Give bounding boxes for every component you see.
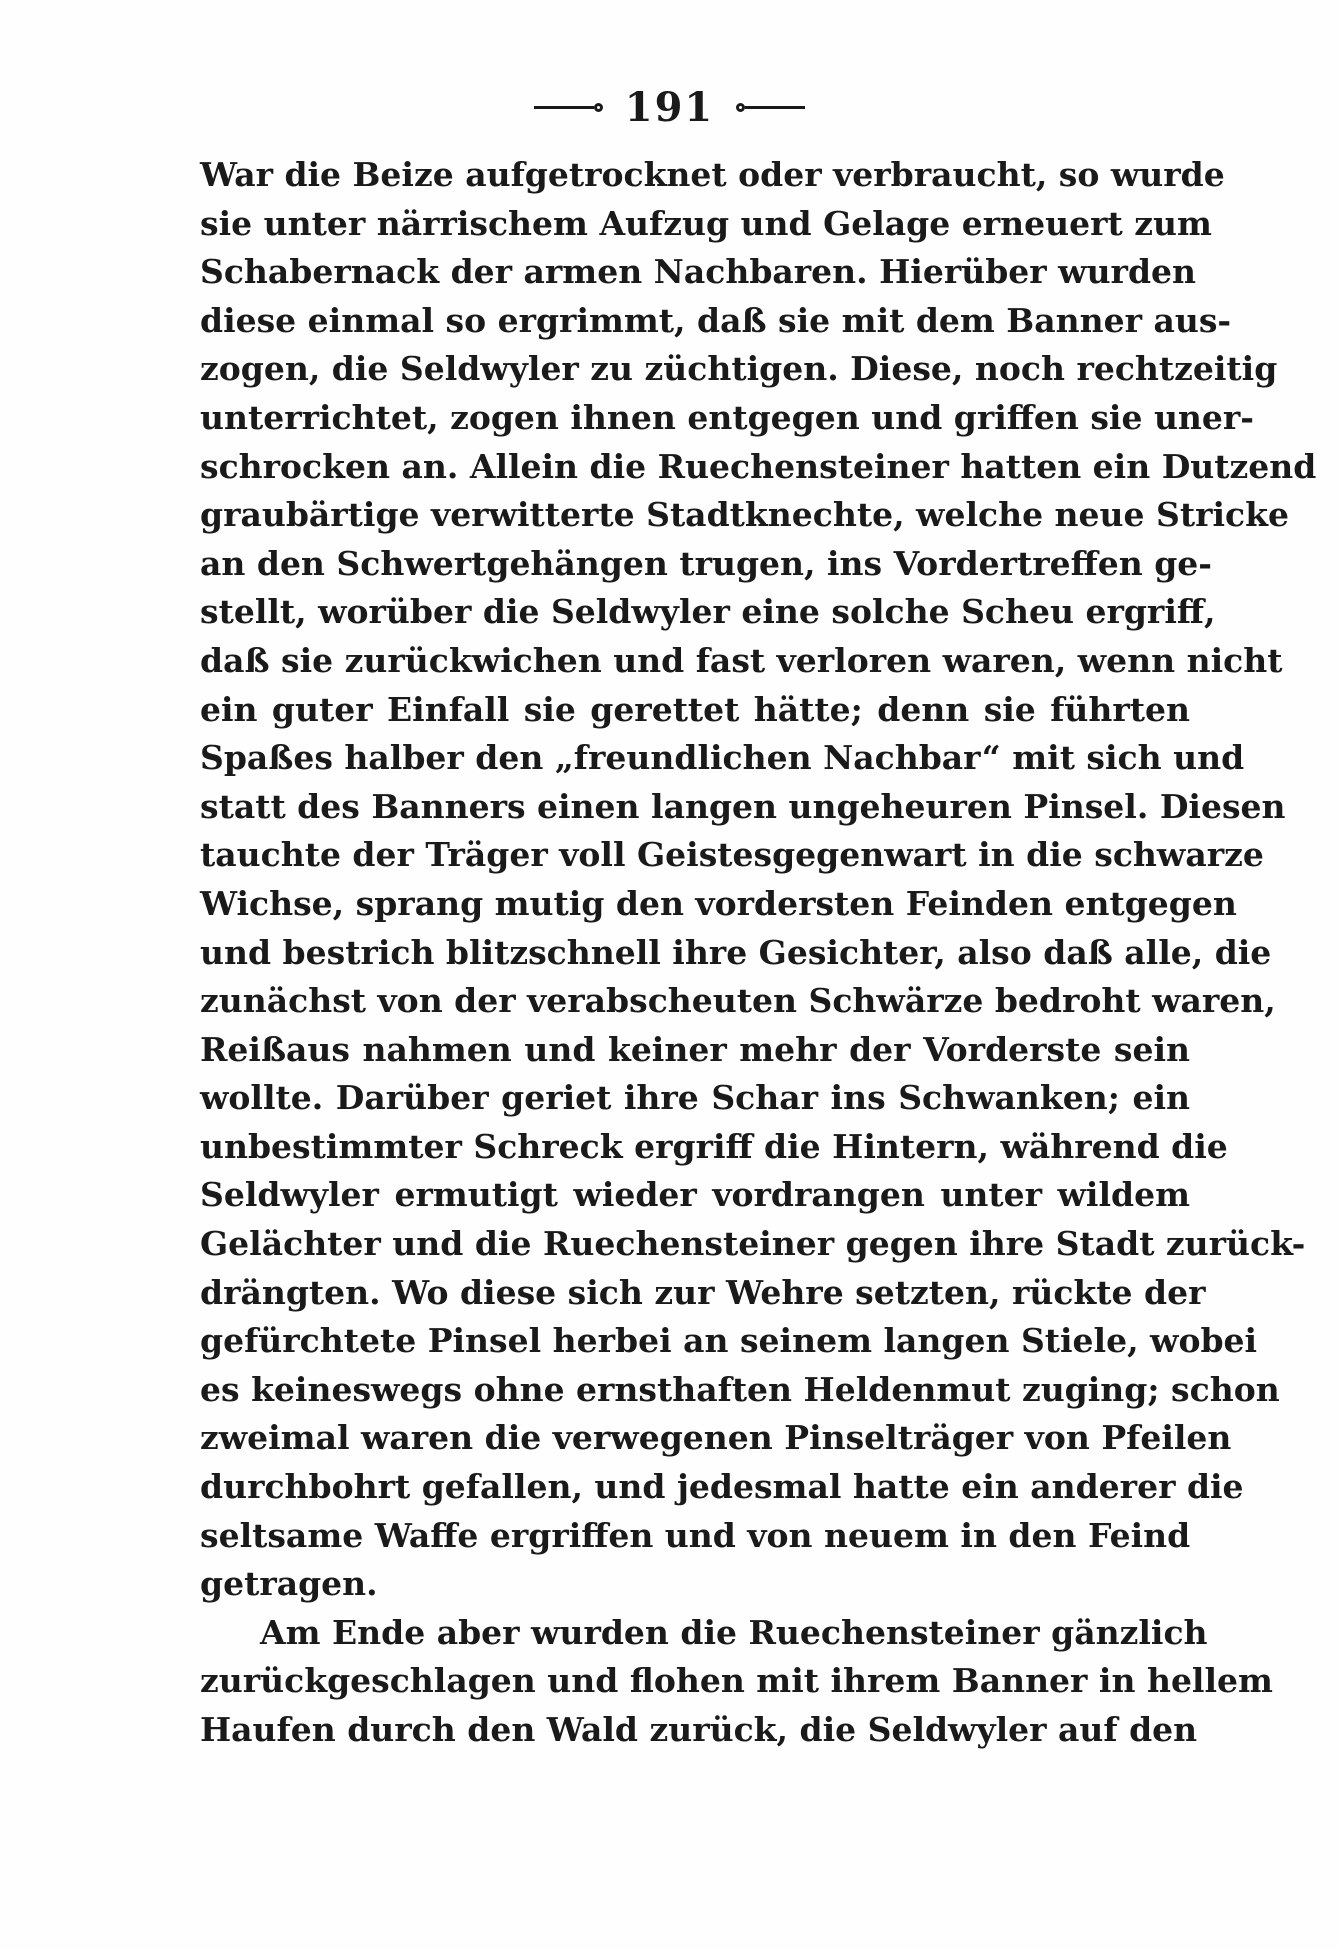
text-line: durchbohrt gefallen, und jedesmal hatte ein anderer die [200,1467,1244,1507]
text-line: Seldwyler ermutigt wieder vordrangen unter wildem [200,1175,1190,1215]
text-line: an den Schwertgehängen trugen, ins Vordertreffen ge- [200,543,1212,583]
text-line: es keineswegs ohne ernsthaften Heldenmut zuging; schon [200,1369,1280,1409]
text-line: Wichse, sprang mutig den vordersten Feinden entgegen [200,883,1237,923]
text-line: Reißaus nahmen und keiner mehr der Vorderste sein [200,1029,1190,1069]
text-line: wollte. Darüber geriet ihre Schar ins Schwanken; ein [200,1078,1190,1118]
text-line: ein guter Einfall sie gerettet hätte; denn sie führten [200,689,1190,729]
text-line: unterrichtet, zogen ihnen entgegen und griffen sie uner- [200,397,1255,437]
text-line: zogen, die Seldwyler zu züchtigen. Diese, noch rechtzeitig [200,349,1278,389]
text-line: Gelächter und die Ruechensteiner gegen ihre Stadt zurück- [200,1224,1306,1264]
text-line: graubärtige verwitterte Stadtknechte, welche neue Stricke [200,495,1289,535]
text-line: stellt, worüber die Seldwyler eine solche Scheu ergriff, [200,592,1216,632]
text-line: und bestrich blitzschnell ihre Gesichter, also daß alle, die [200,932,1272,972]
text-line: zurückgeschlagen und flohen mit ihrem Banner in hellem [200,1661,1273,1701]
text-line: Schabernack der armen Nachbaren. Hierüber wurden [200,252,1197,292]
page-number: 191 [624,84,715,131]
text-line: statt des Banners einen langen ungeheuren Pinsel. Diesen [200,786,1286,826]
text-line: daß sie zurückwichen und fast verloren waren, wenn nicht [200,640,1283,680]
text-line: gefürchtete Pinsel herbei an seinem langen Stiele, wobei [200,1321,1258,1361]
paragraph-start-line: Am Ende aber wurden die Ruechensteiner gänzlich [260,1612,1208,1652]
page-header [0,84,1339,131]
right-ornament-icon [736,103,805,112]
text-line: War die Beize aufgetrocknet oder verbraucht, so wurde [200,155,1225,194]
text-line: unbestimmter Schreck ergriff die Hintern, während die [200,1126,1228,1166]
text-line: schrocken an. Allein die Ruechensteiner hatten ein Dutzend [200,446,1317,486]
body-text [200,151,1317,1755]
text-line: Haufen durch den Wald zurück, die Seldwyler auf den [200,1710,1198,1749]
paragraph-end-line: getragen. [200,1564,378,1604]
left-ornament-icon [534,103,603,112]
text-line: Spaßes halber den „freundlichen Nachbar“ mit sich und [200,738,1245,778]
text-line: zweimal waren die verwegenen Pinselträger von Pfeilen [200,1418,1232,1458]
text-line: seltsame Waffe ergriffen und von neuem in den Feind [200,1515,1191,1555]
text-line: tauchte der Träger voll Geistesgegenwart in die schwarze [200,835,1264,875]
text-line: zunächst von der verabscheuten Schwärze bedroht waren, [200,981,1276,1021]
text-line: sie unter närrischem Aufzug und Gelage erneuert zum [200,203,1212,243]
text-line: diese einmal so ergrimmt, daß sie mit dem Banner aus- [200,300,1232,340]
text-line: drängten. Wo diese sich zur Wehre setzten, rückte der [200,1272,1206,1312]
